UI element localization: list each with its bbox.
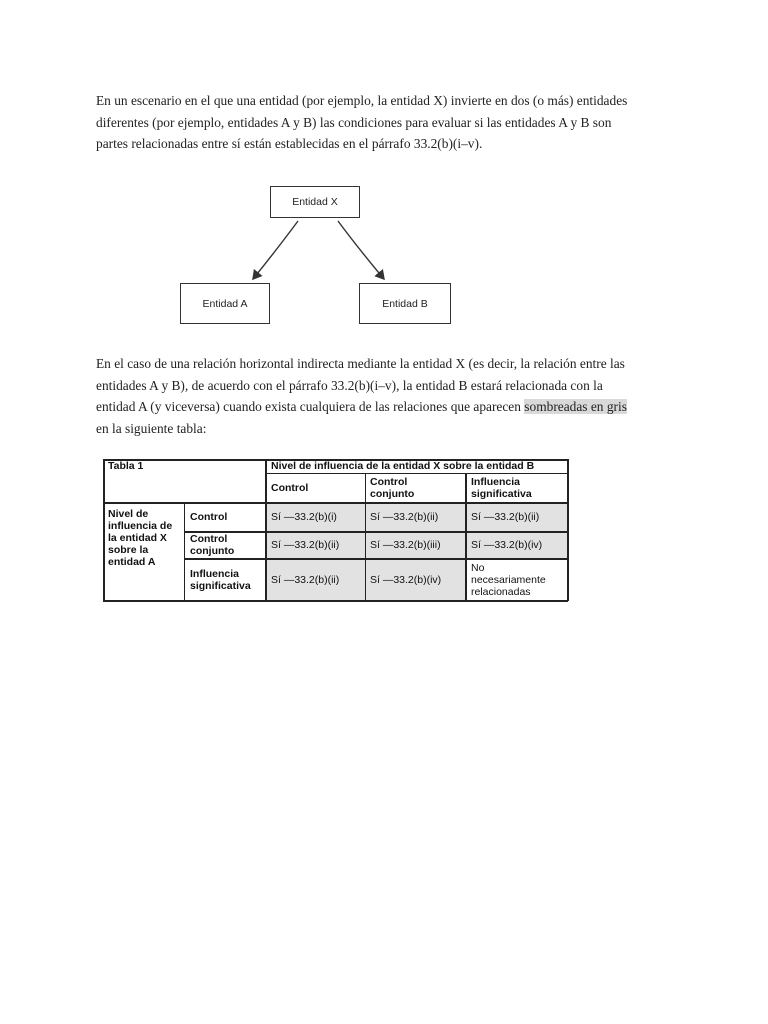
table-cell: Sí —33.2(b)(iii): [370, 539, 441, 551]
second-paragraph: [96, 353, 641, 439]
table-cell: Sí —33.2(b)(ii): [271, 573, 340, 586]
table-border: [567, 459, 569, 601]
column-group-header: Nivel de influencia de la entidad X sobre la entidad B: [271, 460, 535, 472]
table-cell: Sí —33.2(b)(iv): [471, 539, 543, 551]
entidad-b-box: Entidad B: [359, 283, 451, 324]
table-divider: [185, 558, 568, 560]
column-header-control: Control: [271, 481, 309, 494]
row-group-label: Nivel de influencia de la entidad X sobre la entidad A: [108, 508, 173, 568]
table-title: Tabla 1: [108, 460, 144, 472]
table-cell: Sí —33.2(b)(ii): [370, 511, 439, 523]
row-label-control: Control: [190, 511, 228, 523]
table-border: [103, 600, 568, 602]
relationship-table: [103, 459, 568, 601]
table-divider: [266, 473, 568, 474]
table-divider: [365, 473, 366, 601]
table-cell: Sí —33.2(b)(ii): [471, 511, 540, 523]
column-header-control-conjunto: Control conjunto: [370, 475, 415, 500]
row-label-control-conjunto: Control conjunto: [190, 533, 235, 557]
paragraph-text-after: en la siguiente tabla:: [96, 420, 207, 436]
table-cell: Sí —33.2(b)(iv): [370, 573, 442, 586]
table-cell: Sí —33.2(b)(i): [271, 511, 337, 523]
paragraph-text-before: En el caso de una relación horizontal indirecta mediante la entidad X (es decir, la relación entre las entidades A y B), de acuerdo con el párrafo 33.2(b)(i–v), la entidad B estará relacionada con la entidad A (y viceversa) cuando exista cualquiera de las relaciones que aparecen: [96, 356, 625, 414]
column-header-influencia-significativa: Influencia significativa: [471, 475, 532, 500]
table-divider: [185, 531, 568, 533]
arrow-to-entidad-b: [338, 221, 384, 279]
table-divider: [103, 502, 568, 504]
table-divider: [184, 502, 185, 601]
table-border: [103, 459, 105, 601]
entidad-x-box: Entidad X: [270, 186, 360, 218]
table-cell: Sí —33.2(b)(ii): [271, 539, 340, 551]
highlighted-text: sombreadas en gris: [524, 399, 627, 414]
table-cell-no-relation: No necesariamente relacionadas: [471, 561, 546, 598]
row-label-influencia-significativa: Influencia significativa: [190, 567, 251, 592]
table-divider: [265, 459, 267, 601]
entidad-a-box: Entidad A: [180, 283, 270, 324]
table-divider: [465, 473, 467, 601]
arrow-to-entidad-a: [253, 221, 298, 279]
intro-paragraph: En un escenario en el que una entidad (por ejemplo, la entidad X) invierte en dos (o más) entidades diferentes (por ejemplo, entidades A y B) las condiciones para evaluar si las entidades A y B son partes relacionadas entre sí están establecidas en el párrafo 33.2(b)(i–v).: [96, 93, 628, 151]
table-border: [103, 459, 568, 461]
